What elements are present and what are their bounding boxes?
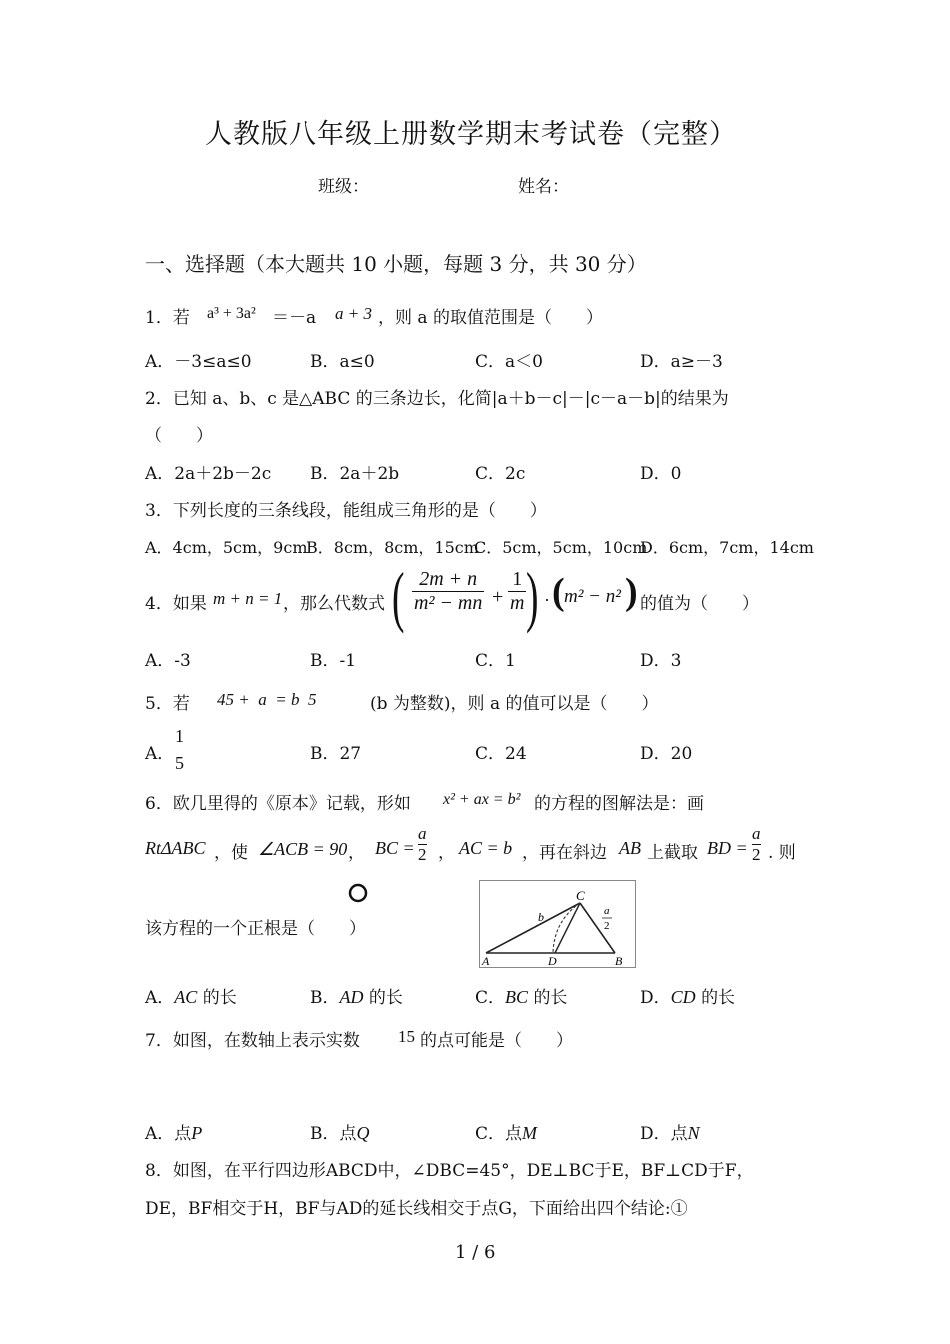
q6-bc-label: BC = xyxy=(375,838,415,858)
q5-option-a-num: 1 xyxy=(175,726,184,746)
q3-option-b: B．8cm，8cm，15cm xyxy=(306,538,479,557)
fig-label-d: D xyxy=(548,954,557,967)
q5-number: 5．若 xyxy=(145,694,190,714)
q6-bc-fraction xyxy=(418,824,427,865)
q8-line2: DE，BF相交于H，BF与AD的延长线相交于点G，下面给出四个结论:① xyxy=(145,1199,688,1219)
q5-expr: 45 + a = b 5 xyxy=(217,690,317,709)
fig-label-frac-num: a xyxy=(604,905,610,917)
q4-prefix: 4．如果 xyxy=(145,594,207,614)
q6-line3: 该方程的一个正根是（ ） xyxy=(145,919,366,939)
q4-frac2-num: 1 xyxy=(508,568,526,592)
q6-option-c xyxy=(475,983,567,1008)
q6-triangle-diagram xyxy=(480,881,635,967)
class-label: 班级： xyxy=(318,177,369,197)
page-title: 人教版八年级上册数学期末考试卷（完整） xyxy=(205,119,737,150)
q7-option-c xyxy=(475,1119,537,1144)
q6-bd-fraction-body xyxy=(752,824,761,865)
q6-bd-frac-den: 2 xyxy=(752,845,761,864)
fig-label-c: C xyxy=(576,888,585,903)
q6-line1-equation: x² + ax = b² xyxy=(443,791,521,808)
q6-option-c-suffix: 的长 xyxy=(533,988,568,1008)
q4-right-paren: ) xyxy=(526,558,539,634)
q6-line2-d: ，再在斜边 xyxy=(522,843,607,863)
fig-label-frac-den: 2 xyxy=(604,920,610,932)
q6-option-b-suffix: 的长 xyxy=(368,988,403,1008)
q4-fraction1-body xyxy=(412,568,484,615)
q1-number: 1．若 xyxy=(145,308,190,328)
page-number: 1 / 6 xyxy=(455,1242,496,1263)
q4-option-b: B．-1 xyxy=(310,651,357,671)
q6-line2-f: . 则 xyxy=(768,843,796,863)
degree-circle-icon xyxy=(347,882,369,904)
q4-option-c: C．1 xyxy=(475,651,516,671)
q6-ac-label: AC = b xyxy=(459,838,513,858)
q6-rt-triangle: RtΔABC xyxy=(145,838,206,858)
q6-option-a-suffix: 的长 xyxy=(202,988,237,1008)
q6-line2-a: ，使 xyxy=(214,843,248,863)
q4-condition: m + n = 1 xyxy=(213,589,283,608)
name-label: 姓名： xyxy=(518,177,569,197)
q7-option-b-var: Q xyxy=(356,1123,370,1143)
q6-option-b-label: B． xyxy=(310,988,340,1008)
q6-bc-fraction-body xyxy=(418,824,427,865)
q6-option-d-label: D． xyxy=(640,988,671,1008)
q7-option-a-label: A．点 xyxy=(145,1124,192,1144)
q8-line1: 8．如图，在平行四边形ABCD中，∠DBC=45°，DE⊥BC于E，BF⊥CD于F， xyxy=(145,1161,754,1181)
q6-option-a xyxy=(145,983,237,1008)
q6-bd-frac-num: a xyxy=(752,824,761,843)
q2-option-c: C．2c xyxy=(475,464,526,484)
q1-option-b: B．a≤0 xyxy=(310,352,375,372)
q6-triangle-figure xyxy=(479,880,636,968)
q6-line1-b: 的方程的图解法是：画 xyxy=(534,794,704,814)
q1-expr-lhs: a³ + 3a² xyxy=(207,305,256,322)
q4-left-paren: ( xyxy=(392,558,405,634)
q7-option-d-label: D．点 xyxy=(640,1124,688,1144)
q7-line-b: 的点可能是（ ） xyxy=(420,1031,573,1051)
q7-option-c-label: C．点 xyxy=(475,1124,523,1144)
q3-option-a: A．4cm，5cm，9cm xyxy=(145,538,308,557)
q5-option-b: B．27 xyxy=(310,744,362,764)
q5-option-a-den: 5 xyxy=(175,753,184,773)
q4-fraction2 xyxy=(508,568,526,615)
q4-fraction2-body xyxy=(508,568,526,615)
q6-option-c-label: C． xyxy=(475,988,506,1008)
q6-option-d-var: CD xyxy=(670,987,696,1007)
q7-option-a-var: P xyxy=(191,1123,203,1143)
q6-bd-fraction xyxy=(752,824,761,865)
q6-line1-a: 6．欧几里得的《原本》记载，形如 xyxy=(145,794,411,814)
q6-option-b-var: AD xyxy=(339,987,364,1007)
q6-option-c-var: BC xyxy=(505,987,529,1007)
q7-number: 15 xyxy=(398,1027,415,1046)
q7-option-d-var: N xyxy=(687,1123,700,1143)
q1-tail: ，则 a 的取值范围是（ ） xyxy=(378,308,603,328)
q1-option-a: A．－3≤a≤0 xyxy=(145,352,252,372)
q6-line2-b: ， xyxy=(348,843,365,863)
q7-option-d xyxy=(640,1119,700,1144)
q7-option-b-label: B．点 xyxy=(310,1124,357,1144)
q2-line1: 2．已知 a、b、c 是△ABC 的三条边长，化简|a＋b－c|－|c－a－b|的结果为 xyxy=(145,389,729,409)
q7-option-a xyxy=(145,1119,202,1144)
fig-label-b: B xyxy=(615,954,623,967)
q6-option-d-suffix: 的长 xyxy=(701,988,736,1008)
q2-option-d: D．0 xyxy=(640,464,682,484)
q2-option-b: B．2a＋2b xyxy=(310,464,400,484)
q5-option-a-label: A． xyxy=(145,744,175,764)
q6-option-a-var: AC xyxy=(174,987,198,1007)
q4-paren-close: ) xyxy=(625,571,638,613)
q4-plus: + xyxy=(492,586,504,608)
q3-line: 3．下列长度的三条线段，能组成三角形的是（ ） xyxy=(145,501,547,521)
q3-option-c: C．5cm，5cm，10cm xyxy=(474,538,648,557)
q6-bc-frac-den: 2 xyxy=(418,845,427,864)
q4-paren-expr: m² − n² xyxy=(564,586,621,607)
q1-expr-eq: ＝－a xyxy=(272,308,317,328)
q4-mid: ，那么代数式 xyxy=(283,594,385,614)
q4-paren-open: ( xyxy=(552,571,565,613)
q6-option-d xyxy=(640,983,735,1008)
q2-option-a: A．2a＋2b－2c xyxy=(145,464,272,484)
q6-angle: ∠ACB = 90 xyxy=(258,839,348,859)
q3-option-d: D．6cm，7cm，14cm xyxy=(640,538,814,557)
q4-frac1-den: m² − mn xyxy=(414,592,483,614)
q6-line2-e: 上截取 xyxy=(647,843,698,863)
q4-option-d: D．3 xyxy=(640,651,682,671)
q4-frac2-den: m xyxy=(510,592,525,614)
q4-option-a: A．-3 xyxy=(145,651,191,671)
q5-option-d: D．20 xyxy=(640,744,693,764)
fig-label-a: A xyxy=(482,954,490,967)
q4-frac1-num: 2m + n xyxy=(412,568,484,592)
q6-line2-c: ， xyxy=(438,843,455,863)
q6-option-a-label: A． xyxy=(145,988,175,1008)
fig-label-side-b: b xyxy=(538,910,544,924)
q4-tail: 的值为（ ） xyxy=(640,594,759,614)
q1-option-c: C．a＜0 xyxy=(475,352,543,372)
q6-bd-label: BD = xyxy=(707,838,748,858)
q2-line2: （ ） xyxy=(145,426,213,446)
q4-dot: · xyxy=(544,590,550,610)
q7-line-a: 7．如图，在数轴上表示实数 xyxy=(145,1031,360,1051)
q1-expr-rhs: a + 3 xyxy=(335,304,372,323)
q5-tail: (b 为整数)，则 a 的值可以是（ ） xyxy=(370,694,659,714)
q6-ab-label: AB xyxy=(619,838,641,858)
q4-fraction1 xyxy=(412,568,484,615)
q6-bc-frac-num: a xyxy=(418,824,427,843)
section-heading: 一、选择题（本大题共 10 小题，每题 3 分，共 30 分） xyxy=(145,252,647,276)
q1-option-d: D．a≥－3 xyxy=(640,352,723,372)
q7-option-c-var: M xyxy=(522,1123,538,1143)
q5-option-c: C．24 xyxy=(475,744,527,764)
q6-option-b xyxy=(310,983,403,1008)
q7-option-b xyxy=(310,1119,370,1144)
